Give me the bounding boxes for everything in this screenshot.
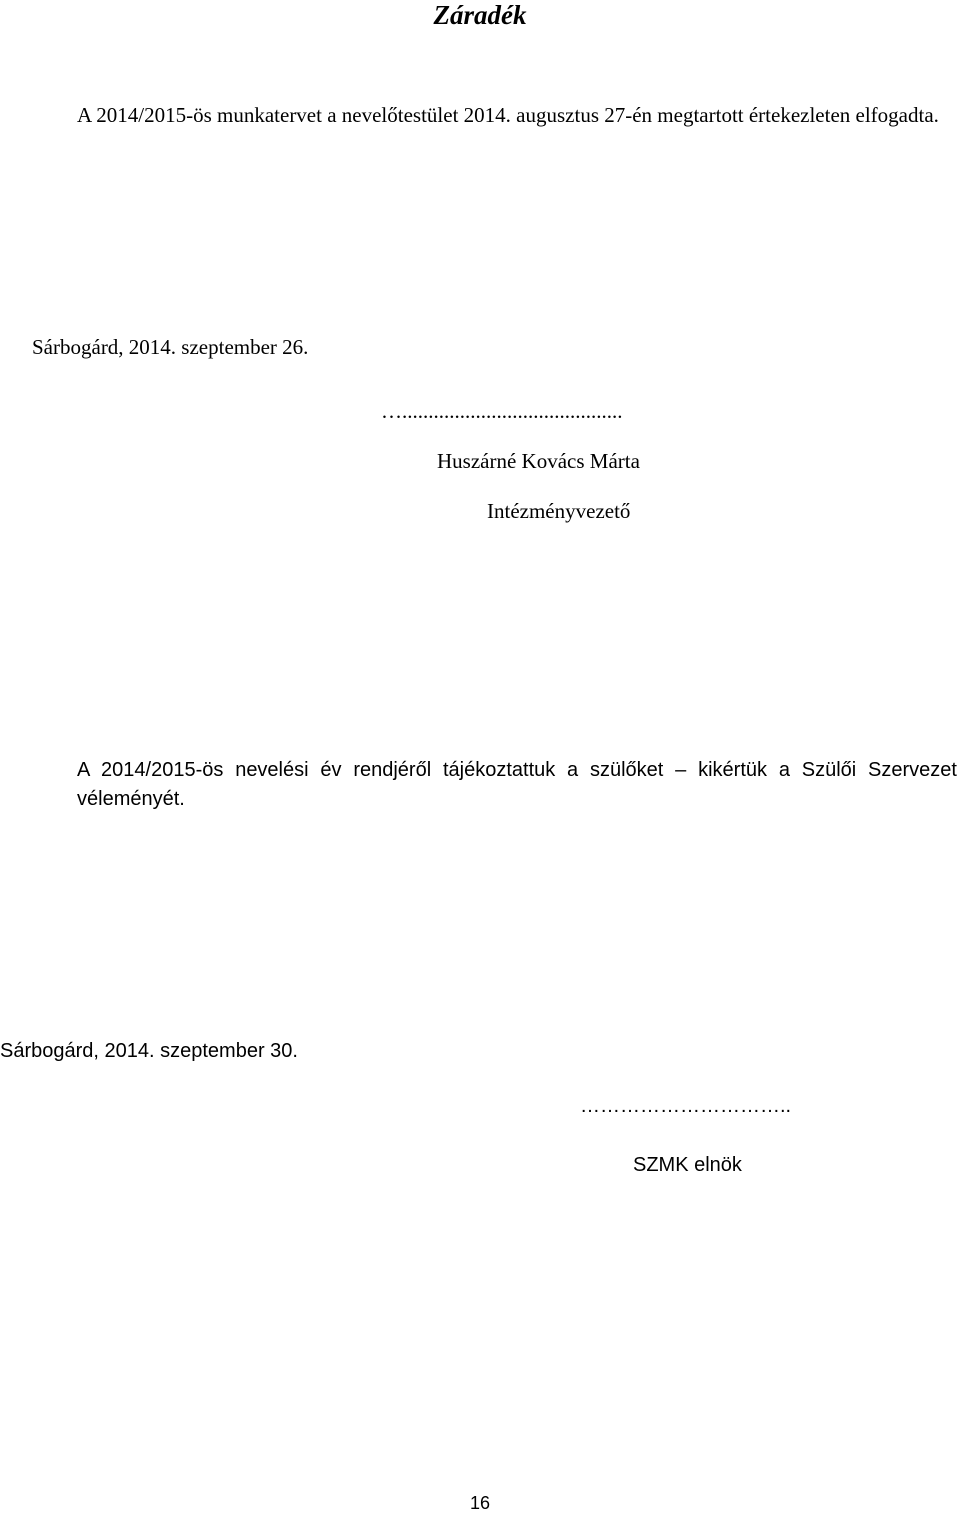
page-number: 16 [469,1493,491,1513]
signatory2-role: SZMK elnök [633,1154,742,1176]
signatory-name: Huszárné Kovács Márta [437,449,640,473]
place-date-1: Sárbogárd, 2014. szeptember 26. [32,335,309,359]
parents-paragraph: A 2014/2015-ös nevelési év rendjéről tájékoztattuk a szülőket – kikértük a Szülői Szervezet véleményét. [77,759,957,810]
signature-line-1: ….......................................... [381,399,623,423]
document-title: Záradék [433,0,527,30]
signatory-role: Intézményvezető [487,499,631,523]
approval-paragraph: A 2014/2015-ös munkatervet a nevelőtestület 2014. augusztus 27-én megtartott értekezleten elfogadta. [77,103,939,127]
signature-line-2: ………………………….. [580,1095,792,1117]
place-date-2: Sárbogárd, 2014. szeptember 30. [0,1040,298,1062]
